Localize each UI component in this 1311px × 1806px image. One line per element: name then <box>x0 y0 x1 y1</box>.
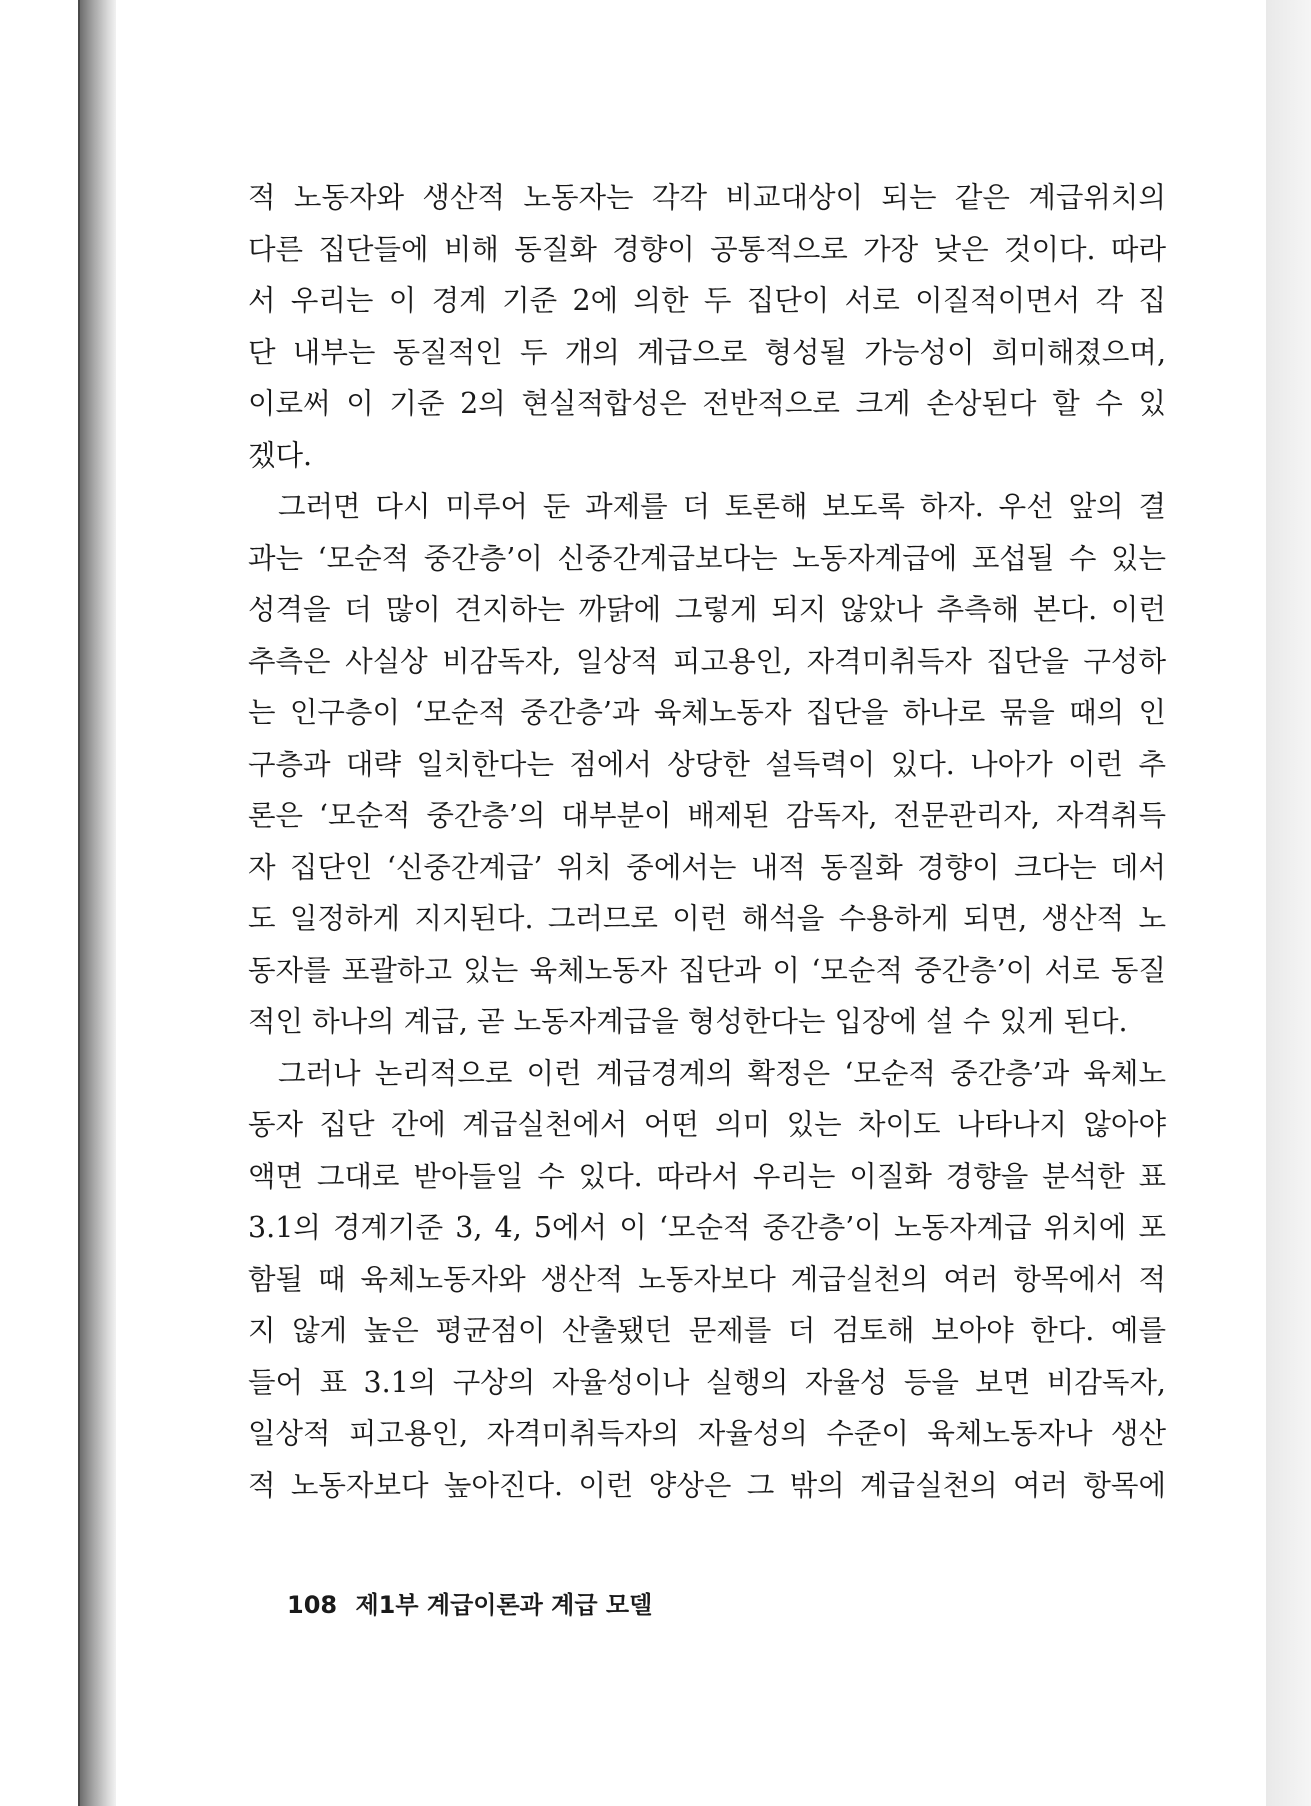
text-line: 3.1의 경계기준 3, 4, 5에서 이 ‘모순적 중간층’이 노동자계급 위치에 포 <box>248 1211 1166 1244</box>
paragraph-first-line: 그러나 논리적으로 이런 계급경계의 확정은 ‘모순적 중간층’과 육체노 <box>278 1056 1166 1090</box>
text-line: 도 일정하게 지지된다. 그러므로 이런 해석을 수용하게 되면, 생산적 노 <box>248 902 1166 935</box>
page-number: 108 <box>287 1591 338 1619</box>
text-line: 지 않게 높은 평균점이 산출됐던 문제를 더 검토해 보아야 한다. 예를 <box>248 1314 1166 1347</box>
text-line: 는 인구층이 ‘모순적 중간층’과 육체노동자 집단을 하나로 묶을 때의 인 <box>248 696 1166 729</box>
text-line: 과는 ‘모순적 중간층’이 신중간계급보다는 노동자계급에 포섭될 수 있는 <box>248 541 1166 575</box>
text-line: 구층과 대략 일치한다는 점에서 상당한 설득력이 있다. 나아가 이런 추 <box>248 747 1166 781</box>
text-line: 일상적 피고용인, 자격미취득자의 자율성의 수준이 육체노동자나 생산 <box>248 1417 1166 1450</box>
running-head: 제1부 계급이론과 계급 모델 <box>355 1591 653 1619</box>
text-line: 적 노동자와 생산적 노동자는 각각 비교대상이 되는 같은 계급위치의 <box>248 181 1166 214</box>
text-line: 자 집단인 ‘신중간계급’ 위치 중에서는 내적 동질화 경향이 크다는 데서 <box>248 850 1166 884</box>
text-line: 겠다. <box>248 438 313 472</box>
text-line: 동자를 포괄하고 있는 육체노동자 집단과 이 ‘모순적 중간층’이 서로 동질 <box>248 953 1166 987</box>
text-line: 성격을 더 많이 견지하는 까닭에 그렇게 되지 않았나 추측해 본다. 이런 <box>248 593 1166 626</box>
text-line: 론은 ‘모순적 중간층’의 대부분이 배제된 감독자, 전문관리자, 자격취득 <box>248 799 1166 832</box>
text-line: 들어 표 3.1의 구상의 자율성이나 실행의 자율성 등을 보면 비감독자, <box>248 1365 1166 1399</box>
text-line: 함될 때 육체노동자와 생산적 노동자보다 계급실천의 여러 항목에서 적 <box>248 1262 1166 1296</box>
text-line: 적 노동자보다 높아진다. 이런 양상은 그 밖의 계급실천의 여러 항목에 <box>248 1468 1166 1502</box>
text-line: 서 우리는 이 경계 기준 2에 의한 두 집단이 서로 이질적이면서 각 집 <box>248 284 1166 317</box>
text-line: 단 내부는 동질적인 두 개의 계급으로 형성될 가능성이 희미해졌으며, <box>248 335 1166 369</box>
text-line: 이로써 이 기준 2의 현실적합성은 전반적으로 크게 손상된다 할 수 있 <box>248 387 1166 420</box>
paragraph-first-line: 그러면 다시 미루어 둔 과제를 더 토론해 보도록 하자. 우선 앞의 결 <box>278 490 1166 523</box>
book-spine <box>80 0 116 1806</box>
text-line: 다른 집단들에 비해 동질화 경향이 공통적으로 가장 낮은 것이다. 따라 <box>248 232 1166 266</box>
page-edge-shadow <box>1266 0 1311 1806</box>
text-line: 추측은 사실상 비감독자, 일상적 피고용인, 자격미취득자 집단을 구성하 <box>248 644 1166 678</box>
text-line: 액면 그대로 받아들일 수 있다. 따라서 우리는 이질화 경향을 분석한 표 <box>248 1159 1166 1193</box>
text-line: 적인 하나의 계급, 곧 노동자계급을 형성한다는 입장에 설 수 있게 된다. <box>248 1005 1128 1038</box>
text-line: 동자 집단 간에 계급실천에서 어떤 의미 있는 차이도 나타나지 않아야 <box>248 1108 1166 1141</box>
body-text <box>248 172 1166 1511</box>
page-footer <box>287 1585 652 1620</box>
